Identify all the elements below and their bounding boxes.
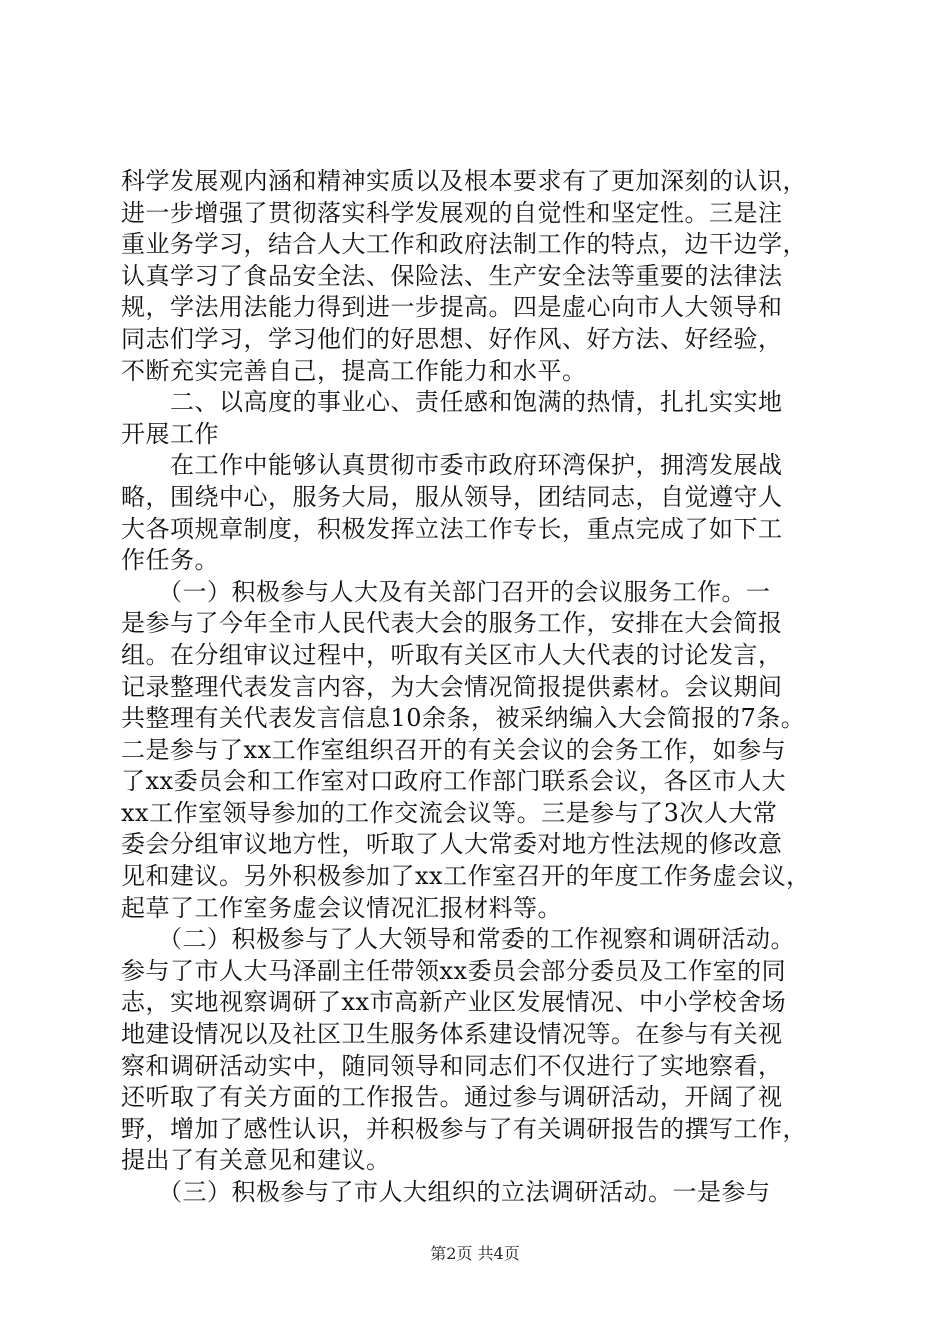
text-line: xx工作室领导参加的工作交流会议等。三是参与了3次人大常: [121, 798, 778, 827]
section-heading-line: 二、以高度的事业心、责任感和饱满的热情，扎扎实实地: [121, 388, 783, 417]
text-line: 参与了市人大马泽副主任带领xx委员会部分委员及工作室的同: [121, 956, 787, 985]
text-line: 志，实地视察调研了xx市高新产业区发展情况、中小学校舍场: [121, 988, 787, 1017]
text-line: 委会分组审议地方性，听取了人大常委对地方性法规的修改意: [121, 830, 783, 859]
text-line: 提出了有关意见和建议。: [121, 1146, 391, 1175]
text-line: 作任务。: [121, 546, 219, 575]
document-body: [121, 166, 833, 1209]
section-heading-line: 开展工作: [121, 419, 219, 448]
text-line: 组。在分组审议过程中，听取有关区市人大代表的讨论发言，: [121, 640, 783, 669]
text-line: 地建设情况以及社区卫生服务体系建设情况等。在参与有关视: [121, 1020, 783, 1049]
text-line: 规，学法用法能力得到进一步提高。四是虚心向市人大领导和: [121, 293, 783, 322]
text-line: 是参与了今年全市人民代表大会的服务工作，安排在大会简报: [121, 609, 783, 638]
text-line: 科学发展观内涵和精神实质以及根本要求有了更加深刻的认识，: [121, 167, 807, 195]
text-line: 共整理有关代表发言信息10余条，被采纳编入大会简报的7条。: [121, 704, 806, 733]
text-line: 记录整理代表发言内容，为大会情况简报提供素材。会议期间: [121, 672, 783, 701]
text-line: （三）积极参与了市人大组织的立法调研活动。一是参与: [121, 1178, 771, 1206]
page-number-footer: 第2页 共4页: [430, 1244, 520, 1263]
text-line: 察和调研活动实中，随同领导和同志们不仅进行了实地察看，: [121, 1051, 783, 1080]
text-line: 野，增加了感性认识，并积极参与了有关调研报告的撰写工作，: [121, 1114, 807, 1143]
text-line: 还听取了有关方面的工作报告。通过参与调研活动，开阔了视: [121, 1083, 783, 1112]
text-line: 在工作中能够认真贯彻市委市政府环湾保护，拥湾发展战: [121, 451, 783, 480]
text-line: 大各项规章制度，积极发挥立法工作专长，重点完成了如下工: [121, 514, 783, 543]
text-line: 进一步增强了贯彻落实科学发展观的自觉性和坚定性。三是注: [121, 198, 783, 227]
text-line: 略，围绕中心，服务大局，服从领导，团结同志，自觉遵守人: [121, 482, 783, 511]
text-line: 认真学习了食品安全法、保险法、生产安全法等重要的法律法: [121, 261, 783, 290]
text-line: 不断充实完善自己，提高工作能力和水平。: [121, 356, 587, 385]
text-line: 见和建议。另外积极参加了xx工作室召开的年度工作务虚会议，: [121, 862, 811, 891]
text-line: 起草了工作室务虚会议情况汇报材料等。: [121, 893, 562, 922]
text-line: （二）积极参与了人大领导和常委的工作视察和调研活动。: [121, 925, 795, 954]
text-line: 了xx委员会和工作室对口政府工作部门联系会议，各区市人大: [121, 767, 787, 796]
text-line: 二是参与了xx工作室组织召开的有关会议的会务工作，如参与: [121, 735, 787, 764]
text-line: 同志们学习，学习他们的好思想、好作风、好方法、好经验，: [121, 324, 783, 353]
text-line: （一）积极参与人大及有关部门召开的会议服务工作。一: [121, 577, 771, 606]
text-line: 重业务学习，结合人大工作和政府法制工作的特点，边干边学，: [121, 230, 807, 259]
